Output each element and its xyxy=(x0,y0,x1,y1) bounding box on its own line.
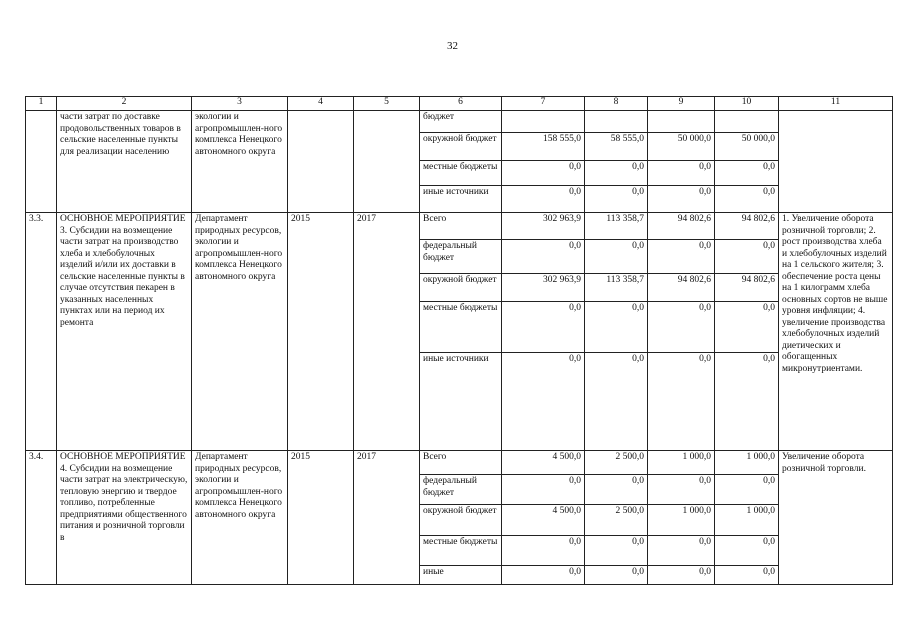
funding-source: федеральный бюджет xyxy=(420,475,502,505)
measure-name: ОСНОВНОЕ МЕРОПРИЯТИЕ 3. Субсидии на возмещение части затрат на производство хлеба и хлебобулочных изделий и/или их доставки в сельские населенные пункты в случае отсутствия пекарен в указанных населенных пунктах или на период их ремонта xyxy=(57,213,192,451)
value-total xyxy=(502,111,585,133)
value-2015: 0,0 xyxy=(585,302,648,353)
value-2017: 0,0 xyxy=(715,240,779,274)
value-2015: 0,0 xyxy=(585,475,648,505)
value-total: 0,0 xyxy=(502,475,585,505)
value-2015: 2 500,0 xyxy=(585,451,648,475)
header-row xyxy=(26,97,893,111)
header-cell: 5 xyxy=(354,97,420,111)
header-cell: 10 xyxy=(715,97,779,111)
funding-source: Всего xyxy=(420,213,502,240)
value-2016: 0,0 xyxy=(648,353,715,451)
value-2015: 0,0 xyxy=(585,186,648,213)
value-2016: 94 802,6 xyxy=(648,274,715,302)
page-number: 32 xyxy=(447,40,458,52)
end-year: 2017 xyxy=(354,451,420,585)
header-cell: 6 xyxy=(420,97,502,111)
funding-source: иные источники xyxy=(420,353,502,451)
value-total: 0,0 xyxy=(502,566,585,585)
program-table xyxy=(25,96,893,585)
header-cell: 9 xyxy=(648,97,715,111)
value-2016: 1 000,0 xyxy=(648,451,715,475)
value-2017: 50 000,0 xyxy=(715,133,779,161)
header-cell: 2 xyxy=(57,97,192,111)
value-2017: 94 802,6 xyxy=(715,274,779,302)
executor: экологии и агропромышлен-ного комплекса Ненецкого автономного округа xyxy=(192,111,288,213)
end-year xyxy=(354,111,420,213)
value-2015: 0,0 xyxy=(585,536,648,566)
value-total: 302 963,9 xyxy=(502,213,585,240)
value-total: 4 500,0 xyxy=(502,505,585,536)
funding-source: иные источники xyxy=(420,186,502,213)
value-total: 0,0 xyxy=(502,186,585,213)
value-total: 4 500,0 xyxy=(502,451,585,475)
header-cell: 8 xyxy=(585,97,648,111)
value-2016: 0,0 xyxy=(648,536,715,566)
funding-source: иные xyxy=(420,566,502,585)
value-2016: 0,0 xyxy=(648,186,715,213)
value-2016: 0,0 xyxy=(648,475,715,505)
measure-name: части затрат по доставке продовольственных товаров в сельские населенные пункты для реализации населению xyxy=(57,111,192,213)
expected-result: 1. Увеличение оборота розничной торговли; 2. рост производства хлеба и хлебобулочных изделий на 1 сельского жителя; 3. обеспечение роста цены на 1 килограмм хлеба основных сортов не выше уровня инфляции; 4. увеличение производства хлебобулочных изделий диетических и обогащенных микронутриентами. xyxy=(779,213,893,451)
table-row xyxy=(26,451,893,475)
value-2015: 0,0 xyxy=(585,353,648,451)
value-2016: 1 000,0 xyxy=(648,505,715,536)
executor: Департамент природных ресурсов, экологии и агропромышлен-ного комплекса Ненецкого автономного округа xyxy=(192,213,288,451)
value-total: 0,0 xyxy=(502,302,585,353)
value-2016: 0,0 xyxy=(648,161,715,186)
header-cell: 1 xyxy=(26,97,57,111)
expected-result: Увеличение оборота розничной торговли. xyxy=(779,451,893,585)
value-2017: 0,0 xyxy=(715,302,779,353)
start-year: 2015 xyxy=(288,451,354,585)
header-cell: 4 xyxy=(288,97,354,111)
value-2016 xyxy=(648,111,715,133)
value-2015: 113 358,7 xyxy=(585,274,648,302)
value-2017: 0,0 xyxy=(715,566,779,585)
table-row xyxy=(26,111,893,133)
funding-source: Всего xyxy=(420,451,502,475)
start-year xyxy=(288,111,354,213)
value-2017: 1 000,0 xyxy=(715,505,779,536)
value-2016: 94 802,6 xyxy=(648,213,715,240)
value-2016: 0,0 xyxy=(648,566,715,585)
value-2016: 0,0 xyxy=(648,302,715,353)
value-total: 0,0 xyxy=(502,240,585,274)
funding-source: окружной бюджет xyxy=(420,274,502,302)
value-total: 0,0 xyxy=(502,536,585,566)
header-cell: 7 xyxy=(502,97,585,111)
executor: Департамент природных ресурсов, экологии и агропромышлен-ного комплекса Ненецкого автономного округа xyxy=(192,451,288,585)
value-2017: 0,0 xyxy=(715,161,779,186)
value-2016: 0,0 xyxy=(648,240,715,274)
value-total: 158 555,0 xyxy=(502,133,585,161)
header-cell: 3 xyxy=(192,97,288,111)
value-2017: 0,0 xyxy=(715,186,779,213)
value-2017 xyxy=(715,111,779,133)
value-2017: 1 000,0 xyxy=(715,451,779,475)
funding-source: окружной бюджет xyxy=(420,133,502,161)
value-total: 0,0 xyxy=(502,161,585,186)
row-number xyxy=(26,111,57,213)
expected-result xyxy=(779,111,893,213)
value-2017: 94 802,6 xyxy=(715,213,779,240)
value-2017: 0,0 xyxy=(715,475,779,505)
funding-source: местные бюджеты xyxy=(420,161,502,186)
value-2017: 0,0 xyxy=(715,353,779,451)
start-year: 2015 xyxy=(288,213,354,451)
end-year: 2017 xyxy=(354,213,420,451)
value-2015: 2 500,0 xyxy=(585,505,648,536)
funding-source: местные бюджеты xyxy=(420,536,502,566)
funding-source: местные бюджеты xyxy=(420,302,502,353)
funding-source: окружной бюджет xyxy=(420,505,502,536)
value-2015: 113 358,7 xyxy=(585,213,648,240)
value-2015: 0,0 xyxy=(585,566,648,585)
value-2016: 50 000,0 xyxy=(648,133,715,161)
value-total: 302 963,9 xyxy=(502,274,585,302)
row-number: 3.4. xyxy=(26,451,57,585)
value-2015 xyxy=(585,111,648,133)
value-2015: 0,0 xyxy=(585,161,648,186)
value-2015: 58 555,0 xyxy=(585,133,648,161)
row-number: 3.3. xyxy=(26,213,57,451)
measure-name: ОСНОВНОЕ МЕРОПРИЯТИЕ 4. Субсидии на возмещение части затрат на электрическую, тепловую энергию и твердое топливо, потребленные предприятиями общественного питания и розничной торговли в xyxy=(57,451,192,585)
funding-source: бюджет xyxy=(420,111,502,133)
header-cell: 11 xyxy=(779,97,893,111)
value-2017: 0,0 xyxy=(715,536,779,566)
funding-source: федеральный бюджет xyxy=(420,240,502,274)
value-total: 0,0 xyxy=(502,353,585,451)
value-2015: 0,0 xyxy=(585,240,648,274)
table-row xyxy=(26,213,893,240)
